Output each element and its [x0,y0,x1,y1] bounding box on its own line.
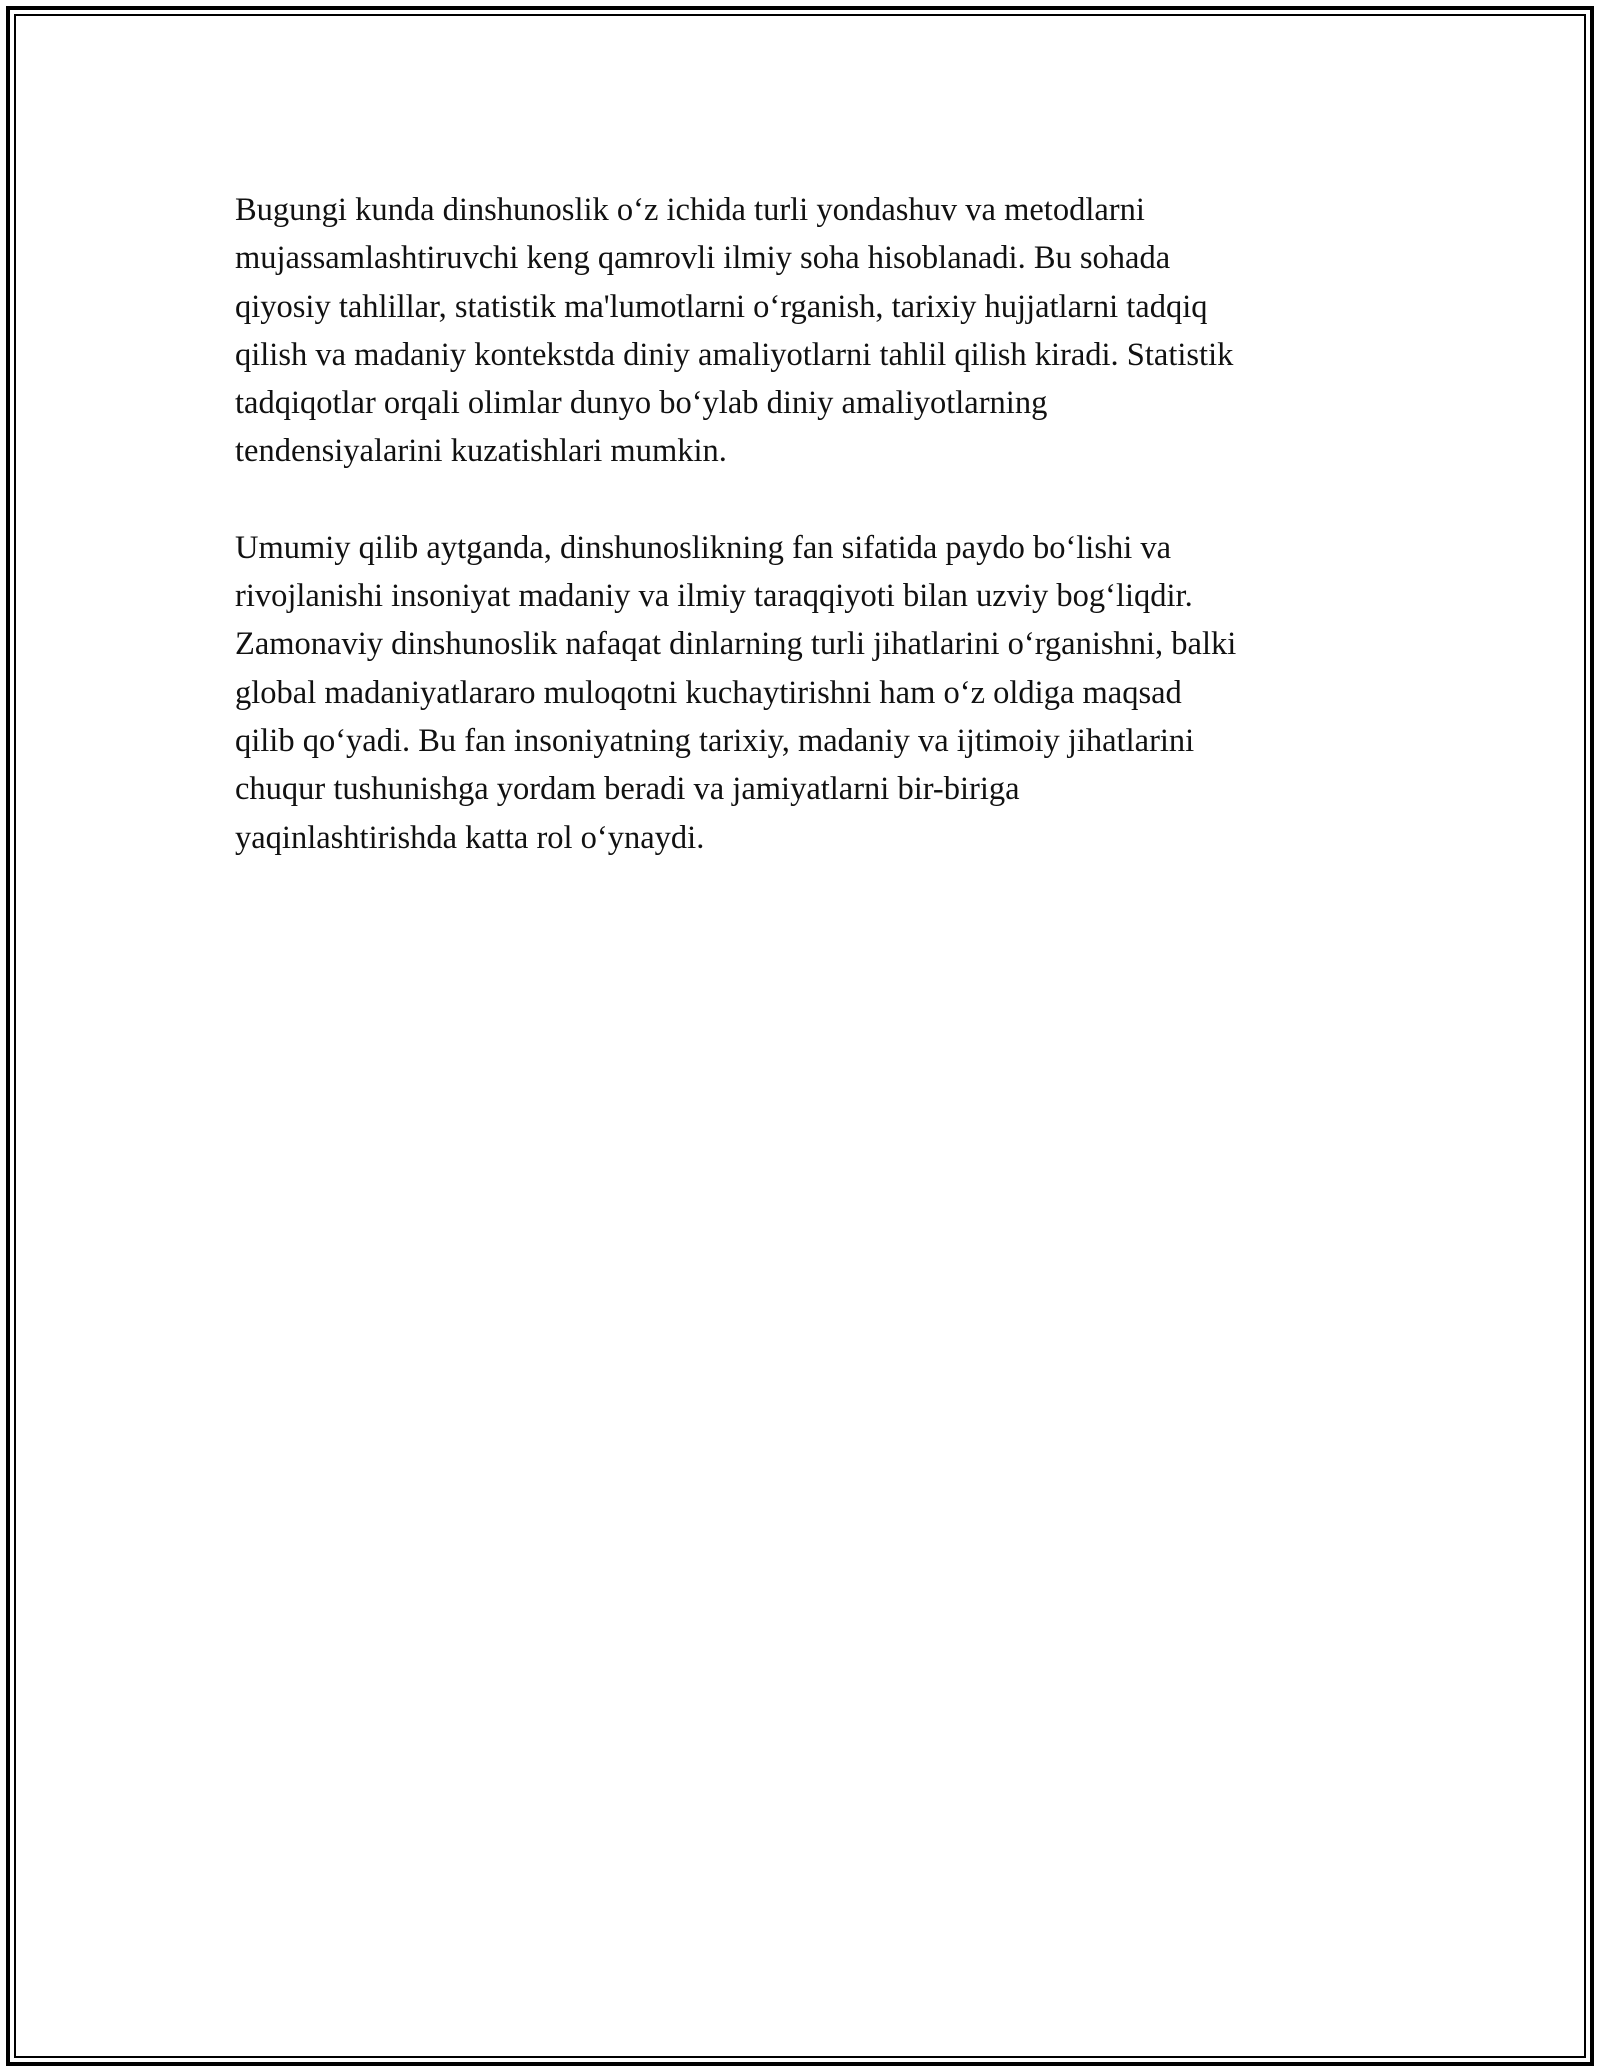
paragraph-2 [235,524,1385,862]
text-line: rivojlanishi insoniyat madaniy va ilmiy taraqqiyoti bilan uzviy bog‘liqdir. [235,578,1193,615]
text-line: qiyosiy tahlillar, statistik ma'lumotlarni o‘rganish, tarixiy hujjatlarni tadqiq [235,288,1208,325]
text-line: Bugungi kunda dinshunoslik o‘z ichida turli yondashuv va metodlarni [235,192,1145,228]
text-line: qilib qo‘yadi. Bu fan insoniyatning tarixiy, madaniy va ijtimoiy jihatlarini [235,722,1195,759]
text-line: mujassamlashtiruvchi keng qamrovli ilmiy soha hisoblanadi. Bu sohada [235,240,1171,277]
text-line: tadqiqotlar orqali olimlar dunyo bo‘ylab diniy amaliyotlarning [235,385,1048,422]
text-line: global madaniyatlararo muloqotni kuchaytirishni ham o‘z oldiga maqsad [235,674,1182,711]
document-body [235,186,1385,910]
text-line: chuqur tushunishga yordam beradi va jamiyatlarni bir-biriga [235,771,1020,808]
text-line: qilish va madaniy kontekstda diniy amaliyotlarni tahlil qilish kiradi. Statistik [235,336,1234,373]
paragraph-1 [235,186,1385,476]
text-line: Zamonaviy dinshunoslik nafaqat dinlarning turli jihatlarini o‘rganishni, balki [235,626,1237,663]
text-line: tendensiyalarini kuzatishlari mumkin. [235,433,727,470]
text-line: yaqinlashtirishda katta rol o‘ynaydi. [235,819,705,856]
text-line: Umumiy qilib aytganda, dinshunoslikning fan sifatida paydo bo‘lishi va [235,529,1172,566]
